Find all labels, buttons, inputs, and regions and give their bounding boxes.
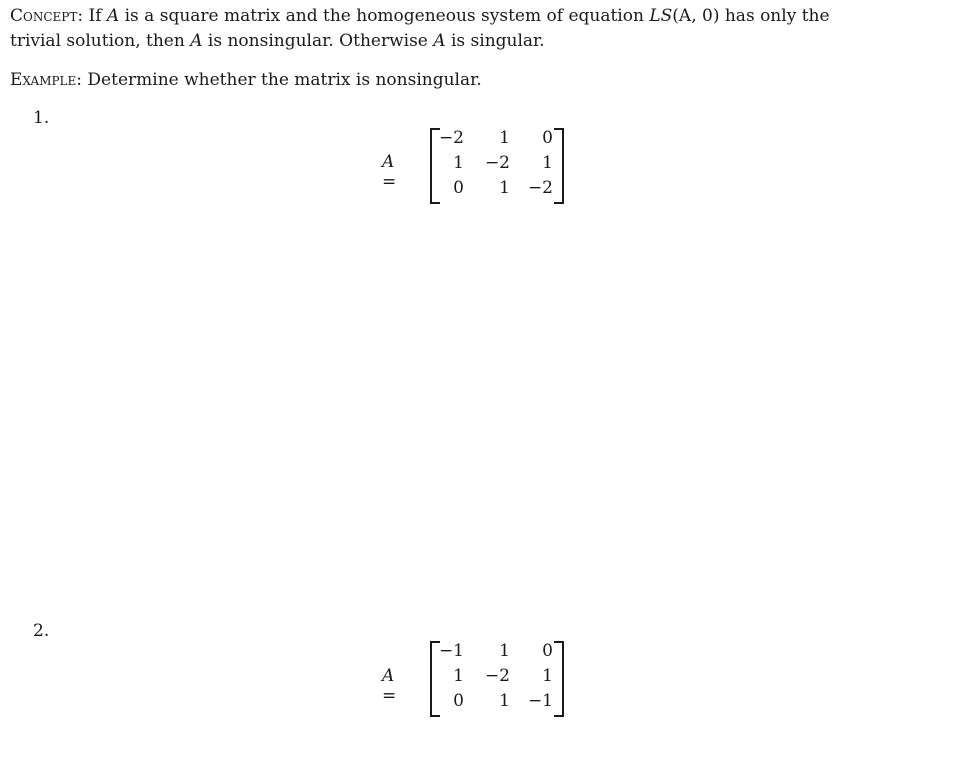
matrix-cell: 1 (542, 666, 553, 686)
matrix-cell: −2 (484, 666, 510, 686)
concept-text-1c: has only the (724, 6, 830, 26)
matrix-variable: A (190, 31, 203, 51)
matrix-variable: A (433, 31, 446, 51)
matrix-cell: 1 (499, 178, 510, 198)
right-bracket (554, 128, 564, 204)
matrix-lhs: A = (382, 152, 397, 192)
matrix-cell: 0 (542, 128, 553, 148)
ls-symbol: LS (649, 6, 673, 26)
concept-text-1b: is a square matrix and the homogeneous system of equation (124, 6, 644, 26)
concept-label: Concept: (10, 6, 84, 26)
matrix-cell: −2 (438, 128, 464, 148)
example-label: Example: (10, 70, 83, 90)
matrix-cell: 1 (499, 641, 510, 661)
matrix-cell: 0 (453, 178, 464, 198)
matrix-cell: 1 (542, 153, 553, 173)
concept-line-1 (10, 6, 830, 26)
matrix-cell: 1 (453, 153, 464, 173)
right-bracket (554, 641, 564, 717)
concept-text-1a: If (88, 6, 102, 26)
problem-number: 2. (33, 621, 50, 641)
example-line (10, 70, 482, 90)
matrix-cell: −2 (484, 153, 510, 173)
matrix-cell: −2 (527, 178, 553, 198)
matrix-cell: 0 (453, 691, 464, 711)
ls-args: (A, 0) (672, 6, 720, 26)
matrix-cell: −1 (527, 691, 553, 711)
matrix-variable: A (106, 6, 120, 26)
matrix-cell: 1 (499, 128, 510, 148)
matrix-cell: 0 (542, 641, 553, 661)
matrix-lhs: A = (382, 666, 397, 706)
matrix-cell: 1 (499, 691, 510, 711)
matrix-cell: −1 (438, 641, 464, 661)
matrix-cell: 1 (453, 666, 464, 686)
concept-text-2b: is nonsingular. Otherwise (207, 31, 428, 51)
example-text: Determine whether the matrix is nonsingular. (87, 70, 482, 90)
concept-text-2c: is singular. (450, 31, 545, 51)
problem-number: 1. (33, 108, 50, 128)
concept-line-2 (10, 31, 545, 51)
concept-text-2a: trivial solution, then (10, 31, 185, 51)
